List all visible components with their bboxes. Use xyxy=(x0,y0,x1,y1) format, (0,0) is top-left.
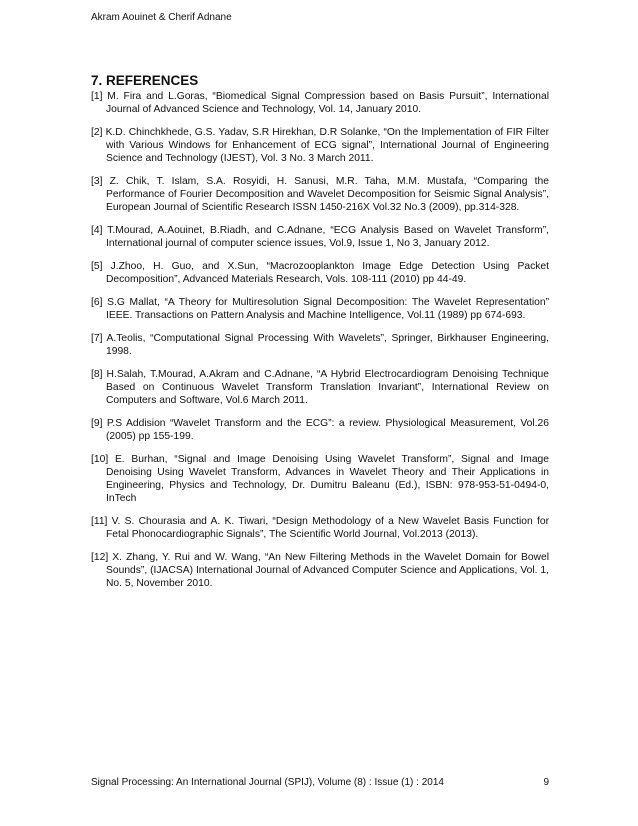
footer-journal: Signal Processing: An International Journal (SPIJ), Volume (8) : Issue (1) : 2014 xyxy=(91,777,444,788)
reference-6: [6] S.G Mallat, “A Theory for Multiresolution Signal Decomposition: The Wavelet Representation” IEEE. Transactions on Pattern Analysis and Machine Intelligence, Vol.11 (1989) pp 674-693. xyxy=(91,296,549,322)
reference-7: [7] A.Teolis, “Computational Signal Processing With Wavelets”, Springer, Birkhauser Engineering, 1998. xyxy=(91,332,549,358)
reference-8: [8] H.Salah, T.Mourad, A.Akram and C.Adnane, “A Hybrid Electrocardiogram Denoising Technique Based on Continuous Wavelet Transform Translation Invariant”, International Review on Computers and Software, Vol.6 March 2011. xyxy=(91,368,549,407)
running-header: Akram Aouinet & Cherif Adnane xyxy=(91,12,232,23)
page-footer xyxy=(91,777,549,788)
reference-9: [9] P.S Addision “Wavelet Transform and the ECG”: a review. Physiological Measurement, Vol.26 (2005) pp 155-199. xyxy=(91,417,549,443)
reference-5: [5] J.Zhoo, H. Guo, and X.Sun, “Macrozooplankton Image Edge Detection Using Packet Decomposition”, Advanced Materials Research, Vols. 108-111 (2010) pp 44-49. xyxy=(91,261,549,286)
page-number: 9 xyxy=(543,777,549,788)
references-section xyxy=(91,73,549,600)
reference-2: [2] K.D. Chinchkhede, G.S. Yadav, S.R Hirekhan, D.R Solanke, “On the Implementation of FIR Filter with Various Windows for Enhancement of ECG signal”, International Journal of Engineering Science and Technology (IJEST), Vol. 3 No. 3 March 2011. xyxy=(91,126,549,165)
reference-4: [4] T.Mourad, A.Aouinet, B.Riadh, and C.Adnane, “ECG Analysis Based on Wavelet Transform”, International journal of computer science issues, Vol.9, Issue 1, No 3, January 2012. xyxy=(91,225,549,250)
reference-11: [11] V. S. Chourasia and A. K. Tiwari, “Design Methodology of a New Wavelet Basis Function for Fetal Phonocardiographic Signals”, The Scientific World Journal, Vol.2013 (2013). xyxy=(91,516,549,541)
section-title: 7. REFERENCES xyxy=(91,73,199,88)
reference-3: [3] Z. Chik, T. Islam, S.A. Rosyidi, H. Sanusi, M.R. Taha, M.M. Mustafa, “Comparing the Performance of Fourier Decomposition and Wavelet Decomposition for Seismic Signal Analysis”, European Journal of Scientific Research ISSN 1450-216X Vol.32 No.3 (2009), pp.314-328. xyxy=(91,176,549,214)
reference-10: [10] E. Burhan, “Signal and Image Denoising Using Wavelet Transform”, Signal and Image Denoising Using Wavelet Transform, Advances in Wavelet Theory and Their Applications in Engineering, Physics and Technology, Dr. Dumitru Baleanu (Ed.), ISBN: 978-953-51-0494-0, InTech xyxy=(91,453,549,505)
reference-1: [1] M. Fira and L.Goras, “Biomedical Signal Compression based on Basis Pursuit”, International Journal of Advanced Science and Technology, Vol. 14, January 2010. xyxy=(91,91,549,116)
reference-12: [12] X. Zhang, Y. Rui and W. Wang, “An New Filtering Methods in the Wavelet Domain for Bowel Sounds”, (IJACSA) International Journal of Advanced Computer Science and Applications, Vol. 1, No. 5, November 2010. xyxy=(91,551,549,590)
